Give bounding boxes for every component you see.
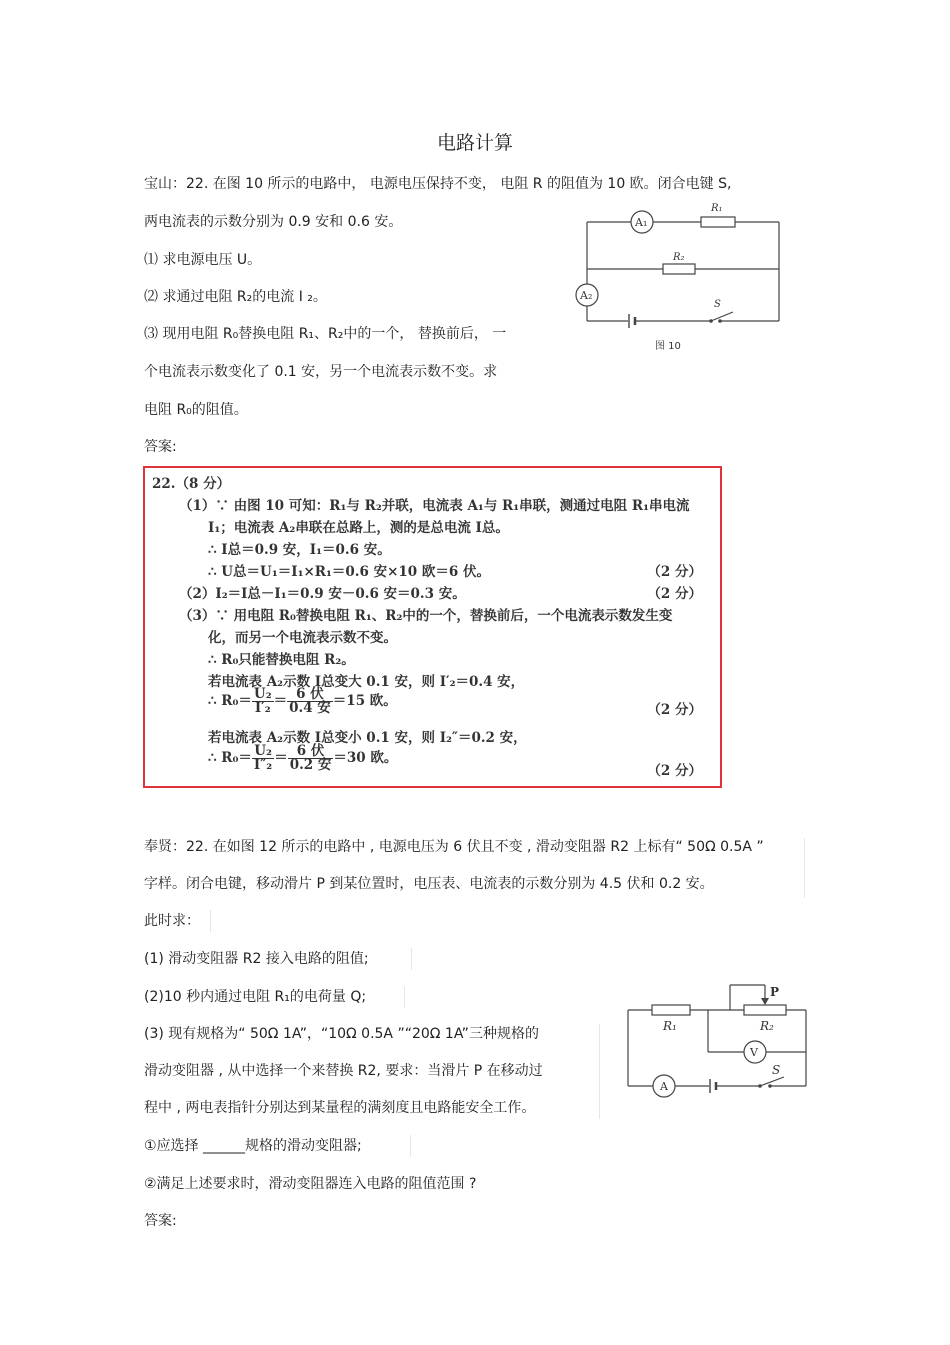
answer-formula-2: ∴ R₀＝ $\frac{\text{U₂}}{\text{I″₂}}$ ＝ $\frac{\text{6 伏}}{\text{0.2 安}}$ ＝30 欧。 (208, 743, 398, 773)
q1-sub3c: 电阻 R₀的阻值。 (144, 402, 248, 418)
q2-sub3b: 滑动变阻器 , 从中选择一个来替换 R2, 要求：当滑片 P 在移动过 (144, 1063, 543, 1079)
r2-label: R₂ (673, 252, 685, 263)
figure-10-caption: 图 10 (655, 341, 681, 352)
answer-line: （1）∵ 由图 10 可知：R₁与 R₂并联，电流表 A₁与 R₁串联，测通过电阻 R₁串电流 (179, 498, 690, 514)
answer-line: 若电流表 A₂示数 I总变小 0.1 安，则 I₂″＝0.2 安， (208, 730, 527, 746)
q1-sub1: ⑴ 求电源电压 U。 (144, 252, 262, 268)
answer-line: （3）∵ 用电阻 R₀替换电阻 R₁、R₂中的一个，替换前后，一个电流表示数发生变 (179, 608, 673, 624)
q2-sub3a: (3) 现有规格为“ 50Ω 1A”，“10Ω 0.5A ”“20Ω 1A”三种规格的 (144, 1026, 539, 1042)
scan-edge-line (404, 986, 405, 1008)
answer-line: 若电流表 A₂示数 I总变大 0.1 安，则 I′₂＝0.4 安， (208, 674, 525, 690)
answer-box (143, 466, 722, 788)
r1-label: R₁ (711, 203, 723, 214)
q1-sub3a: ⑶ 现用电阻 R₀替换电阻 R₁、R₂中的一个， 替换前后， 一 (144, 326, 507, 342)
answer-line: 化，而另一个电流表示数不变。 (208, 630, 397, 646)
scan-edge-line (599, 1024, 600, 1119)
answer-line: （2）I₂＝I总－I₁＝0.9 安－0.6 安＝0.3 安。 (179, 586, 466, 602)
q1-answer-label: 答案: (144, 439, 177, 455)
scan-edge-line (410, 1135, 411, 1157)
s-label: S (714, 299, 721, 310)
a1-label: A₁ (635, 216, 648, 229)
v-label: V (750, 1046, 758, 1059)
answer-formula-1: ∴ R₀＝ $\frac{\text{U₂}}{\text{I′₂}}$ ＝ $\frac{\text{6 伏}}{\text{0.4 安}}$ ＝15 欧。 (208, 686, 397, 716)
q2-sub3c: 程中 , 两电表指针分别达到某量程的满刻度且电路能安全工作。 (144, 1100, 536, 1116)
q2-sub3e: ②满足上述要求时，滑动变阻器连入电路的阻值范围 ? (144, 1176, 477, 1192)
r2-label: R₂ (760, 1019, 774, 1033)
circuit-figure-12 (620, 980, 815, 1110)
answer-line: 22.（8 分） (152, 476, 231, 492)
s-label: S (772, 1063, 781, 1077)
score-label: （2 分） (647, 702, 702, 718)
answer-line: ∴ R₀只能替换电阻 R₂。 (208, 652, 355, 668)
p-label: P (770, 985, 780, 999)
q1-sub3b: 个电流表示数变化了 0.1 安，另一个电流表示数不变。求 (144, 364, 498, 380)
answer-line: ∴ U总＝U₁＝I₁×R₁＝0.6 安×10 欧＝6 伏。 (208, 564, 490, 580)
a-label: A (660, 1080, 668, 1093)
answer-line: ∴ I总＝0.9 安，I₁＝0.6 安。 (208, 542, 391, 558)
q1-line2: 两电流表的示数分别为 0.9 安和 0.6 安。 (144, 214, 403, 230)
q1-line1: 宝山：22. 在图 10 所示的电路中， 电源电压保持不变， 电阻 R 的阻值为 10 欧。闭合电键 S, (144, 176, 732, 192)
q1-sub2: ⑵ 求通过电阻 R₂的电流 I ₂。 (144, 289, 327, 305)
q2-sub1: (1) 滑动变阻器 R2 接入电路的阻值; (144, 951, 369, 967)
score-label: （2 分） (647, 586, 702, 602)
scan-edge-line (411, 948, 412, 970)
r1-label: R₁ (663, 1019, 677, 1033)
q2-line1: 奉贤：22. 在如图 12 所示的电路中 , 电源电压为 6 伏且不变 , 滑动变阻器 R2 上标有“ 50Ω 0.5A ” (144, 839, 764, 855)
slider-arrow-icon (761, 998, 769, 1005)
q2-sub2: (2)10 秒内通过电阻 R₁的电荷量 Q; (144, 989, 367, 1005)
score-label: （2 分） (647, 564, 702, 580)
circuit-figure-10 (575, 198, 790, 358)
page-title: 电路计算 (436, 132, 513, 154)
q2-sub3d: ①应选择 ______规格的滑动变阻器; (144, 1138, 362, 1154)
q2-line2: 字样。闭合电键，移动滑片 P 到某位置时，电压表、电流表的示数分别为 4.5 伏和 0.2 安。 (144, 876, 714, 892)
answer-line: I₁；电流表 A₂串联在总路上，测的是总电流 I总。 (208, 520, 509, 536)
scan-edge-line (804, 838, 805, 898)
q2-answer-label: 答案: (144, 1213, 177, 1229)
scan-edge-line (210, 910, 211, 932)
q2-line3: 此时求： (144, 913, 200, 929)
score-label: （2 分） (647, 763, 702, 779)
a2-label: A₂ (580, 289, 593, 302)
